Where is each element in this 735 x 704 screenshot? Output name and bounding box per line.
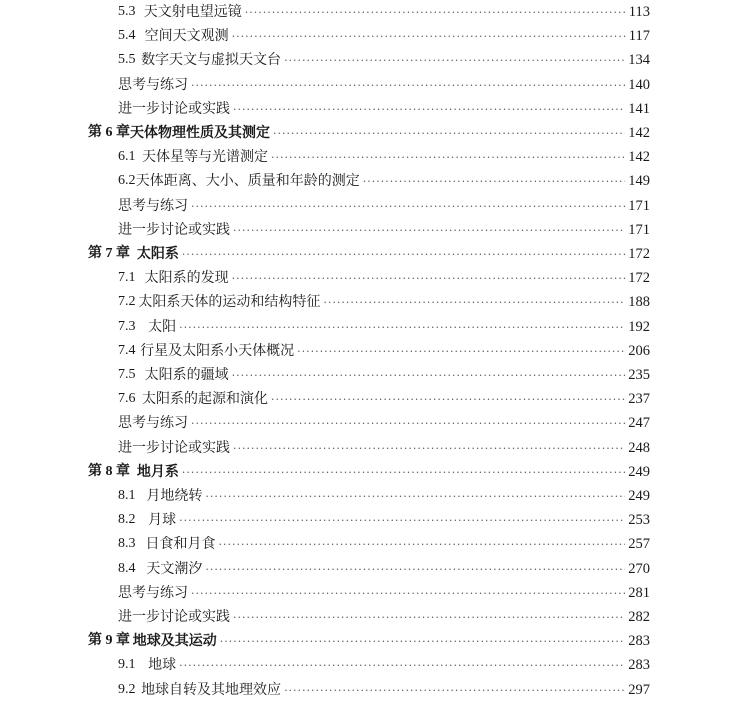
toc-entry-title: 地球及其运动 — [132, 633, 217, 650]
dot-leader — [233, 437, 625, 461]
toc-entry-page-number: 140 — [628, 76, 650, 93]
dot-leader — [323, 291, 625, 315]
toc-entry-title: 太阳 — [148, 318, 177, 335]
toc-entry-page-number: 248 — [628, 439, 650, 456]
toc-entry-page-number: 253 — [628, 512, 650, 529]
toc-entry-title: 天文射电望远镜 — [143, 4, 242, 20]
toc-entry-number: 6.2 — [118, 173, 136, 189]
dot-leader — [191, 582, 625, 606]
toc-entry-number: 9.2 — [118, 681, 136, 697]
toc-section-entry[interactable] — [0, 169, 735, 193]
toc-entry-title: 进一步讨论或实践 — [118, 609, 230, 625]
toc-entry-page-number: 247 — [628, 415, 650, 432]
toc-entry-page-number: 171 — [628, 221, 650, 238]
toc-entry-title: 太阳系的起源和演化 — [141, 391, 268, 408]
toc-extra-entry[interactable] — [0, 605, 735, 629]
toc-entry-page-number: 270 — [628, 560, 650, 577]
dot-leader — [219, 533, 626, 557]
toc-section-entry[interactable] — [0, 532, 735, 556]
dot-leader — [191, 412, 625, 436]
toc-section-entry[interactable] — [0, 484, 735, 508]
toc-entry-title: 地球 — [148, 657, 177, 674]
toc-entry-page-number: 249 — [628, 488, 650, 504]
dot-leader — [191, 195, 625, 219]
toc-entry-page-number: 149 — [628, 173, 650, 190]
toc-entry-page-number: 237 — [628, 391, 650, 408]
toc-entry-title: 太阳系 — [136, 246, 179, 262]
dot-leader — [179, 654, 625, 678]
toc-entry-page-number: 282 — [628, 609, 650, 625]
toc-entry-number: 5.5 — [118, 52, 136, 68]
toc-chapter-entry[interactable] — [0, 242, 735, 266]
toc-entry-title: 天文潮汐 — [146, 560, 203, 577]
toc-section-entry[interactable] — [0, 0, 735, 24]
toc-entry-number: 第 8 章 — [88, 463, 130, 479]
dot-leader — [271, 146, 625, 170]
dot-leader — [179, 509, 625, 533]
toc-entry-number: 7.6 — [118, 391, 136, 407]
toc-entry-number: 7.1 — [118, 270, 136, 286]
toc-section-entry[interactable] — [0, 315, 735, 339]
toc-extra-entry[interactable] — [0, 73, 735, 97]
dot-leader — [232, 25, 626, 49]
toc-entry-number: 7.4 — [118, 342, 136, 358]
toc-entry-page-number: 192 — [628, 318, 650, 335]
toc-entry-title: 月球 — [148, 512, 177, 529]
dot-leader — [182, 461, 625, 485]
toc-entry-page-number: 141 — [628, 100, 650, 117]
dot-leader — [233, 606, 625, 630]
toc-entry-number: 5.3 — [118, 4, 136, 19]
toc-entry-page-number: 257 — [628, 536, 650, 553]
toc-entry-page-number: 117 — [628, 28, 650, 45]
toc-section-entry[interactable] — [0, 678, 735, 702]
dot-leader — [297, 340, 625, 364]
toc-entry-page-number: 235 — [628, 367, 650, 383]
dot-leader — [179, 316, 625, 340]
dot-leader — [233, 98, 625, 122]
toc-entry-page-number: 172 — [628, 246, 650, 262]
toc-entry-title: 天体物理性质及其测定 — [130, 125, 270, 141]
toc-entry-number: 7.3 — [118, 318, 136, 334]
toc-entry-number: 8.3 — [118, 536, 136, 552]
toc-entry-page-number: 171 — [628, 197, 650, 214]
toc-section-entry[interactable] — [0, 24, 735, 48]
toc-entry-title: 进一步讨论或实践 — [118, 221, 230, 238]
toc-extra-entry[interactable] — [0, 218, 735, 242]
dot-leader — [284, 679, 625, 703]
toc-entry-title: 思考与练习 — [118, 584, 188, 601]
toc-entry-title: 月地绕转 — [146, 488, 203, 504]
toc-entry-number: 8.1 — [118, 488, 136, 503]
toc-entry-number: 第 6 章 — [88, 125, 130, 140]
toc-entry-number: 9.1 — [118, 657, 136, 673]
toc-entry-page-number: 142 — [628, 149, 650, 166]
toc-chapter-entry[interactable] — [0, 121, 735, 145]
toc-section-entry[interactable] — [0, 290, 735, 314]
toc-section-entry[interactable] — [0, 363, 735, 387]
toc-entry-page-number: 206 — [628, 342, 650, 359]
dot-leader — [205, 485, 625, 509]
toc-extra-entry[interactable] — [0, 436, 735, 460]
dot-leader — [271, 388, 625, 412]
toc-entry-title: 地月系 — [136, 463, 179, 480]
dot-leader — [182, 243, 625, 267]
toc-section-entry[interactable] — [0, 339, 735, 363]
toc-entry-title: 太阳系的发现 — [144, 270, 229, 287]
toc-entry-title: 地球自转及其地理效应 — [141, 681, 282, 698]
dot-leader — [191, 74, 625, 98]
toc-section-entry[interactable] — [0, 387, 735, 411]
toc-entry-number: 第 9 章 — [88, 633, 130, 649]
toc-extra-entry[interactable] — [0, 194, 735, 218]
toc-entry-page-number: 297 — [628, 681, 650, 698]
toc-entry-number: 第 7 章 — [88, 246, 130, 261]
toc-entry-number: 8.2 — [118, 512, 136, 528]
dot-leader — [232, 364, 626, 388]
toc-entry-title: 数字天文与虚拟天文台 — [141, 52, 282, 69]
toc-entry-page-number: 113 — [628, 4, 650, 20]
toc-entry-title: 天体星等与光谱测定 — [141, 149, 268, 166]
toc-entry-number: 5.4 — [118, 28, 136, 44]
toc-entry-page-number: 134 — [628, 52, 650, 69]
dot-leader — [273, 122, 625, 146]
toc-extra-entry[interactable] — [0, 97, 735, 121]
toc-entry-title: 天体距离、大小、质量和年龄的测定 — [135, 173, 360, 190]
toc-section-entry[interactable] — [0, 557, 735, 581]
toc-entry-title: 思考与练习 — [118, 197, 188, 214]
toc-entry-page-number: 188 — [628, 294, 650, 311]
toc-section-entry[interactable] — [0, 653, 735, 677]
toc-section-entry[interactable] — [0, 145, 735, 169]
toc-entry-title: 日食和月食 — [145, 536, 216, 553]
dot-leader — [233, 219, 625, 243]
toc-entry-number: 7.5 — [118, 367, 136, 382]
toc-entry-title: 太阳系的疆域 — [144, 367, 229, 383]
toc-chapter-entry[interactable] — [0, 460, 735, 484]
toc-entry-page-number: 281 — [628, 584, 650, 601]
toc-entry-number: 7.2 — [118, 294, 136, 310]
dot-leader — [232, 267, 626, 291]
toc-entry-title: 行星及太阳系小天体概况 — [140, 342, 295, 359]
dot-leader — [284, 49, 625, 73]
toc-entry-page-number: 283 — [628, 633, 650, 650]
dot-leader — [220, 630, 626, 654]
toc-entry-title: 思考与练习 — [118, 76, 188, 93]
toc-section-entry[interactable] — [0, 266, 735, 290]
toc-section-entry[interactable] — [0, 508, 735, 532]
toc-entry-number: 6.1 — [118, 149, 136, 165]
toc-entry-title: 进一步讨论或实践 — [118, 100, 230, 117]
toc-entry-page-number: 142 — [628, 125, 650, 141]
toc-entry-title: 思考与练习 — [118, 415, 188, 432]
toc-entry-title: 进一步讨论或实践 — [118, 439, 230, 456]
toc-extra-entry[interactable] — [0, 411, 735, 435]
toc-chapter-entry[interactable] — [0, 629, 735, 653]
dot-leader — [363, 170, 626, 194]
toc-extra-entry[interactable] — [0, 581, 735, 605]
dot-leader — [245, 1, 626, 25]
toc-entry-title: 太阳系天体的运动和结构特征 — [138, 294, 321, 311]
toc-entry-number: 8.4 — [118, 560, 136, 576]
toc-entry-page-number: 283 — [628, 657, 650, 674]
toc-section-entry[interactable] — [0, 48, 735, 72]
dot-leader — [205, 558, 625, 582]
toc-entry-page-number: 249 — [628, 463, 650, 480]
toc-entry-title: 空间天文观测 — [144, 28, 229, 45]
toc-entry-page-number: 172 — [628, 270, 650, 287]
